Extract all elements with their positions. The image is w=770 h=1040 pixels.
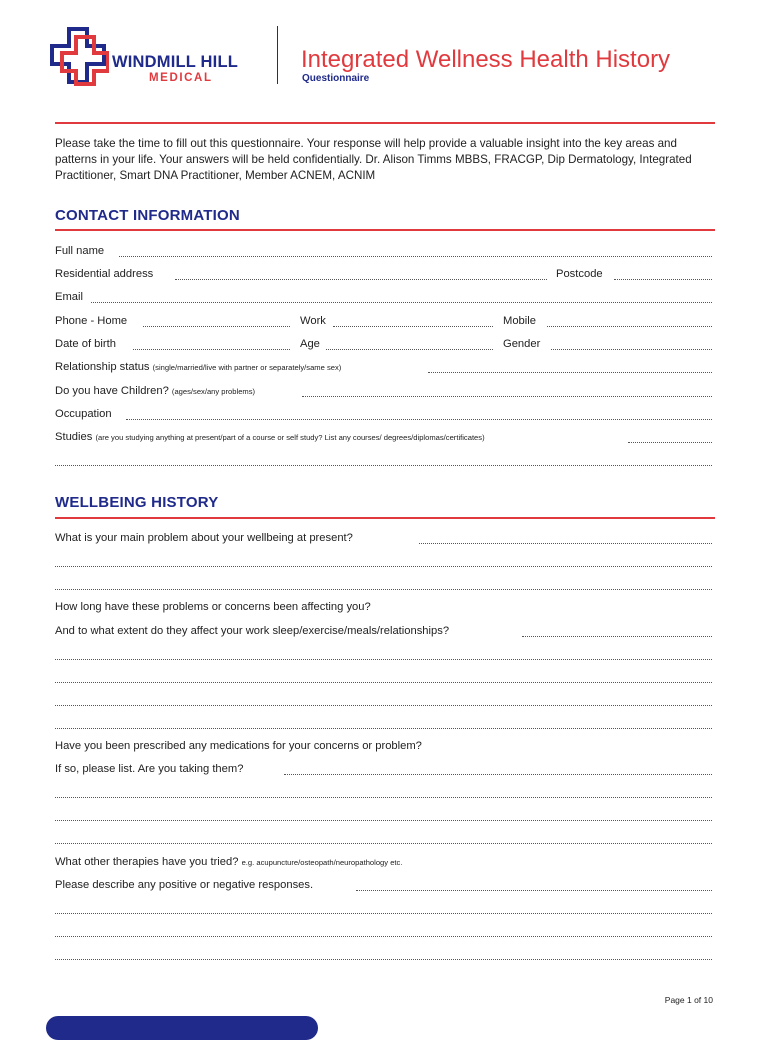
studies-field-line[interactable] xyxy=(55,465,712,466)
header-divider xyxy=(277,26,278,84)
full-name-field[interactable] xyxy=(119,256,712,257)
dob-field[interactable] xyxy=(133,349,290,350)
page-title: Integrated Wellness Health History xyxy=(301,46,671,73)
question-therapies: What other therapies have you tried? e.g. acupuncture/osteopath/neuropathology etc. xyxy=(55,856,403,868)
email-field[interactable] xyxy=(91,302,712,303)
label-phone-home: Phone - Home xyxy=(55,315,128,327)
question-responses: Please describe any positive or negative responses. xyxy=(55,879,314,891)
phone-home-field[interactable] xyxy=(143,326,290,327)
label-children: Do you have Children? (ages/sex/any problems) xyxy=(55,385,256,397)
relationship-note: (single/married/live with partner or separately/same sex) xyxy=(152,363,342,372)
answer-line[interactable] xyxy=(55,797,712,798)
responses-field[interactable] xyxy=(356,890,712,891)
label-dob: Date of birth xyxy=(55,338,116,350)
answer-line[interactable] xyxy=(55,936,712,937)
answer-line[interactable] xyxy=(55,682,712,683)
label-full-name: Full name xyxy=(55,245,105,257)
work-phone-field[interactable] xyxy=(333,326,493,327)
label-relationship: Relationship status (single/married/live with partner or separately/same sex) xyxy=(55,361,342,373)
question-list-medications: If so, please list. Are you taking them? xyxy=(55,763,244,775)
brand-subname: MEDICAL xyxy=(149,72,213,84)
answer-line[interactable] xyxy=(55,566,712,567)
section-heading-contact: CONTACT INFORMATION xyxy=(55,207,240,224)
answer-line[interactable] xyxy=(55,705,712,706)
label-work: Work xyxy=(300,315,326,327)
label-studies: Studies (are you studying anything at present/part of a course or self study? List any courses/ degrees/diplomas/certificates) xyxy=(55,431,485,443)
label-postcode: Postcode xyxy=(556,268,603,280)
label-occupation: Occupation xyxy=(55,408,112,420)
answer-line[interactable] xyxy=(55,728,712,729)
header-rule xyxy=(55,122,715,124)
extent-field[interactable] xyxy=(522,636,712,637)
label-mobile: Mobile xyxy=(503,315,536,327)
answer-line[interactable] xyxy=(55,589,712,590)
age-field[interactable] xyxy=(326,349,493,350)
answer-line[interactable] xyxy=(55,913,712,914)
page-subtitle: Questionnaire xyxy=(302,73,370,84)
studies-field[interactable] xyxy=(628,442,712,443)
question-how-long: How long have these problems or concerns been affecting you? xyxy=(55,601,371,613)
postcode-field[interactable] xyxy=(614,279,712,280)
brand-name: WINDMILL HILL xyxy=(112,53,239,71)
children-field[interactable] xyxy=(302,396,712,397)
answer-line[interactable] xyxy=(55,843,712,844)
answer-line[interactable] xyxy=(55,959,712,960)
main-problem-field[interactable] xyxy=(419,543,712,544)
studies-note: (are you studying anything at present/part of a course or self study? List any courses/ degrees/diplomas/certificates) xyxy=(95,433,485,442)
page-number: Page 1 of 10 xyxy=(664,995,713,1005)
label-email: Email xyxy=(55,291,83,303)
children-note: (ages/sex/any problems) xyxy=(171,387,256,396)
section-rule xyxy=(55,229,715,231)
label-address: Residential address xyxy=(55,268,154,280)
label-gender: Gender xyxy=(503,338,541,350)
gender-field[interactable] xyxy=(551,349,712,350)
occupation-field[interactable] xyxy=(126,419,712,420)
medications-field[interactable] xyxy=(284,774,712,775)
windmill-hill-logo-icon xyxy=(47,26,109,86)
therapies-note: e.g. acupuncture/osteopath/neuropathology etc. xyxy=(241,858,403,867)
label-age: Age xyxy=(300,338,320,350)
answer-line[interactable] xyxy=(55,820,712,821)
question-medications: Have you been prescribed any medications for your concerns or problem? xyxy=(55,740,422,752)
footer-bar xyxy=(46,1016,318,1040)
answer-line[interactable] xyxy=(55,659,712,660)
intro-text: Please take the time to fill out this questionnaire. Your response will help provide a valuable insight into the key areas and patterns in your life. Your answers will be held confidentially. Dr. Alison Timms MBBS, FRACGP, Dip Dermatology, Integrated Practitioner, Smart DNA Practitioner, Member ACNEM, ACNIM xyxy=(55,137,692,183)
section-rule xyxy=(55,517,715,519)
mobile-field[interactable] xyxy=(547,326,712,327)
question-main-problem: What is your main problem about your wellbeing at present? xyxy=(55,532,353,544)
address-field[interactable] xyxy=(175,279,547,280)
section-heading-wellbeing: WELLBEING HISTORY xyxy=(55,494,219,511)
question-extent: And to what extent do they affect your work sleep/exercise/meals/relationships? xyxy=(55,625,450,637)
relationship-field[interactable] xyxy=(428,372,712,373)
